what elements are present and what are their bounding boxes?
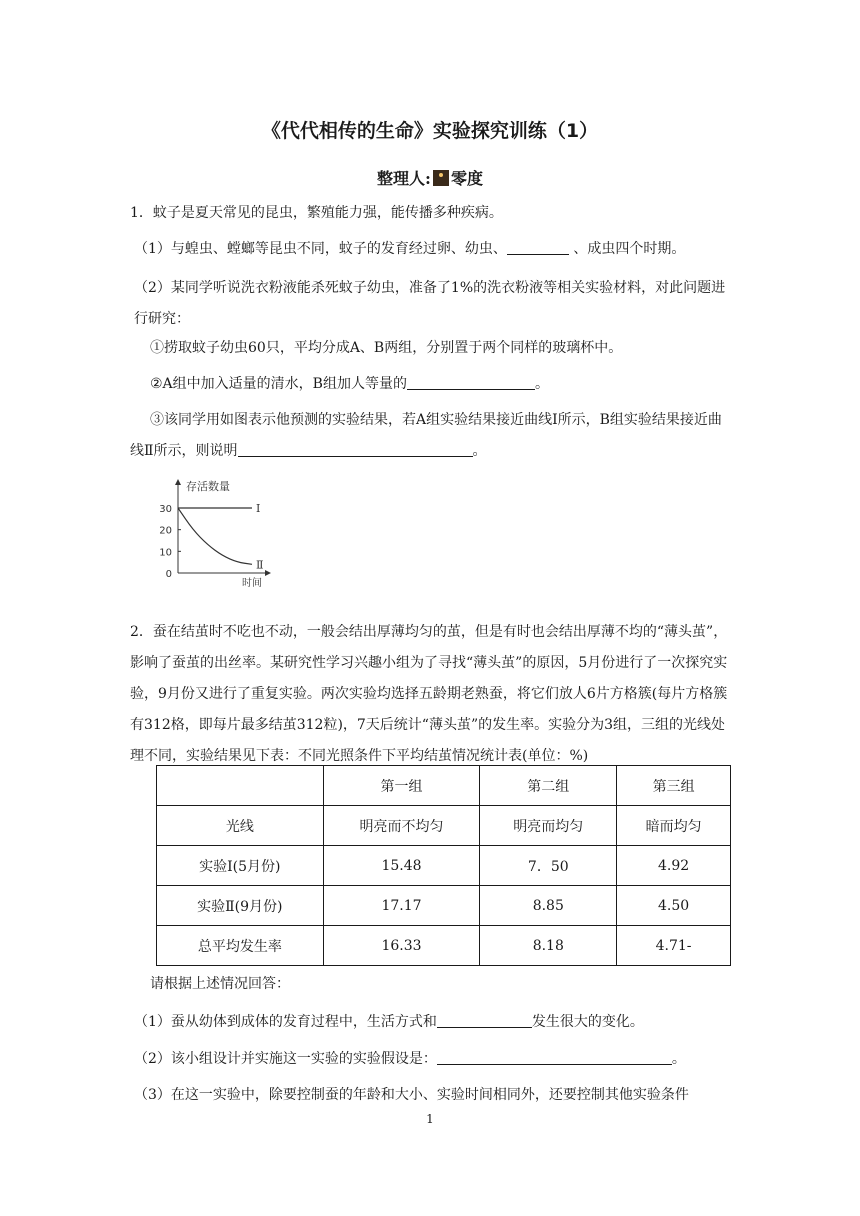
q2-answer-3: （3）在这一实验中，除要控制蚕的年龄和大小、实验时间相同外，还要控制其他实验条件: [134, 1087, 689, 1103]
q2-answer-2-tail: 。: [671, 1051, 686, 1067]
table-cell: 光线: [157, 806, 324, 846]
answer-blank: [407, 373, 535, 390]
q1-step1: ①捞取蚊子幼虫60只，平均分成A、B两组，分别置于两个同样的玻璃杯中。: [150, 340, 623, 356]
q2-answer-1: [134, 1007, 736, 1038]
y-tick-label: 0: [165, 569, 172, 580]
table-cell: 明亮而均匀: [480, 806, 617, 846]
table-cell: 暗而均匀: [617, 806, 731, 846]
series-label: Ⅰ: [256, 502, 261, 515]
q1-step2-tail: 。: [534, 376, 549, 392]
table-cell: 16.33: [323, 926, 480, 966]
table-cell: 4.92: [617, 846, 731, 886]
author-avatar-icon: [433, 170, 449, 186]
table-cell: 实验Ⅱ(9月份): [157, 886, 324, 926]
table-cell: 4.71-: [617, 926, 731, 966]
table-header-cell: 第一组: [323, 766, 480, 806]
table-row: [157, 926, 731, 966]
answer-blank: [507, 238, 569, 255]
q2-answer-1-tail: 发生很大的变化。: [531, 1014, 644, 1030]
q1-step3-text: ③该同学用如图表示他预测的实验结果，若A组实验结果接近曲线Ⅰ所示，B组实验结果接近曲线Ⅱ所示，则说明: [130, 412, 722, 459]
q1-part1: [134, 234, 736, 265]
author-line: [0, 166, 860, 189]
table-header-cell: [157, 766, 324, 806]
table-cell: 8.18: [480, 926, 617, 966]
table-header-cell: 第三组: [617, 766, 731, 806]
q1-part1-text: （1）与蝗虫、螳螂等昆虫不同，蚊子的发育经过卵、幼虫、: [134, 241, 507, 257]
q2-answer-2: [134, 1044, 736, 1075]
table-row: [157, 886, 731, 926]
series-label: Ⅱ: [256, 558, 264, 572]
table-cell: 明亮而不均匀: [323, 806, 480, 846]
table-cell: 8.85: [480, 886, 617, 926]
x-axis-label: 时间: [242, 578, 262, 589]
page-number: 1: [426, 1112, 434, 1126]
y-tick-label: 20: [159, 525, 172, 537]
table-cell: 4.50: [617, 886, 731, 926]
q1-step3-tail: 。: [472, 443, 487, 459]
table-cell: 7．50: [480, 846, 617, 886]
q2-answer-2-text: （2）该小组设计并实施这一实验的实验假设是：: [134, 1051, 437, 1067]
q2-answer-1-text: （1）蚕从幼体到成体的发育过程中，生活方式和: [134, 1014, 437, 1030]
table-cell: 总平均发生率: [157, 926, 324, 966]
table-row: [157, 806, 731, 846]
results-table: [156, 765, 731, 966]
q2-prompt: 请根据上述情况回答：: [150, 976, 290, 992]
q1-step2: [150, 369, 752, 400]
author-name: 零度: [450, 169, 483, 188]
answer-blank: [437, 1011, 532, 1028]
q1-part2: （2）某同学听说洗衣粉液能杀死蚊子幼虫，准备了1%的洗衣粉液等相关实验材料，对此问题进行研究：: [134, 280, 726, 327]
q1-step3: [130, 405, 732, 467]
q1-step2-text: ②A组中加入适量的清水，B组加人等量的: [150, 376, 407, 392]
answer-blank: [238, 440, 473, 457]
q2-stem: 2．蚕在结茧时不吃也不动，一般会结出厚薄均匀的茧，但是有时也会结出厚薄不均的“薄头茧”，影响了蚕茧的出丝率。某研究性学习兴趣小组为了寻找“薄头茧”的原因，5月份进行了一次探究实验，9月份又进行了重复实验。两次实验均选择五龄期老熟蚕，将它们放人6片方格簇(每片方格簇有312格，即每片最多结茧312粒)，7天后统计“薄头茧”的发生率。实验分为3组，三组的光线处理不同，实验结果见下表：不同光照条件下平均结茧情况统计表(单位：%): [130, 624, 728, 764]
table-cell: 实验Ⅰ(5月份): [157, 846, 324, 886]
y-tick-label: 30: [159, 504, 172, 515]
table-header-row: [157, 766, 731, 806]
series-line: [178, 508, 252, 564]
q1-stem: 1．蚊子是夏天常见的昆虫，繁殖能力强，能传播多种疾病。: [130, 205, 503, 221]
y-tick-label: 10: [159, 547, 172, 559]
table-header-cell: 第二组: [480, 766, 617, 806]
table-row: [157, 846, 731, 886]
page-title: 《代代相传的生命》实验探究训练（1）: [261, 120, 599, 142]
answer-blank: [437, 1048, 672, 1065]
q1-part1-tail: 、成虫四个时期。: [568, 241, 686, 257]
chart-series: [178, 502, 263, 571]
survival-chart: [150, 472, 280, 592]
table-cell: 17.17: [323, 886, 480, 926]
y-axis-label: 存活数量: [186, 480, 230, 493]
author-prefix: 整理人:: [377, 169, 431, 188]
table-cell: 15.48: [323, 846, 480, 886]
